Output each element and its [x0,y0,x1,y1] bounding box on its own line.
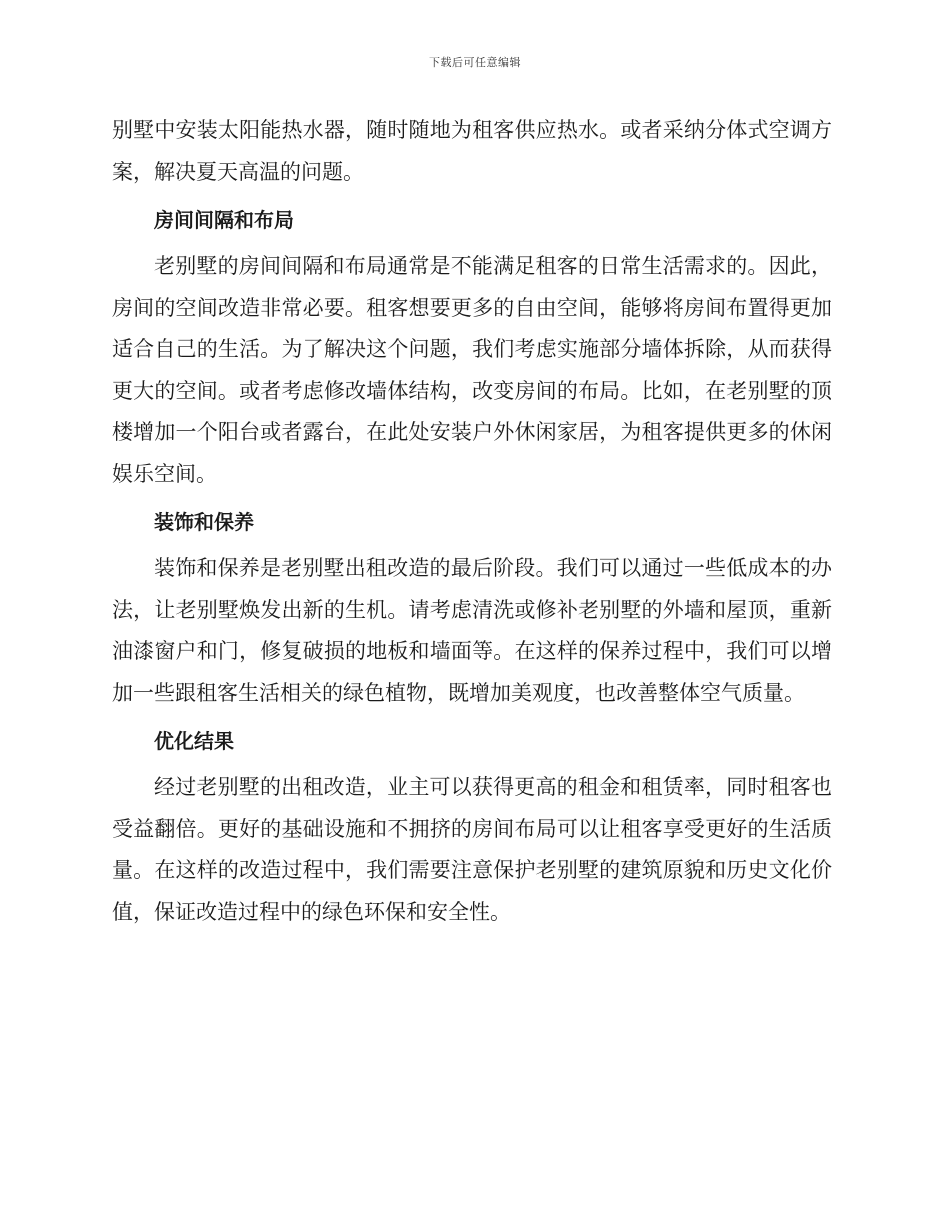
section-paragraph-results: 经过老别墅的出租改造，业主可以获得更高的租金和租赁率，同时租客也受益翻倍。更好的基础设施和不拥挤的房间布局可以让租客享受更好的生活质量。在这样的改造过程中，我们需要注意保护老别墅的建筑原貌和历史文化价值，保证改造过程中的绿色环保和安全性。 [112,775,832,924]
section-heading-results: 优化结果 [154,729,234,753]
page-header: 下载后可任意编辑 [429,56,521,69]
document-body [112,110,832,933]
section-heading-room-layout: 房间间隔和布局 [154,208,294,232]
section-heading-decoration: 装饰和保养 [154,510,254,534]
section-paragraph-room-layout: 老别墅的房间间隔和布局通常是不能满足租客的日常生活需求的。因此，房间的空间改造非常必要。租客想要更多的自由空间，能够将房间布置得更加适合自己的生活。为了解决这个问题，我们考虑实施部分墙体拆除，从而获得更大的空间。或者考虑修改墙体结构，改变房间的布局。比如，在老别墅的顶楼增加一个阳台或者露台，在此处安装户外休闲家居，为租客提供更多的休闲娱乐空间。 [112,254,832,486]
continuation-paragraph: 别墅中安装太阳能热水器，随时随地为租客供应热水。或者采纳分体式空调方案，解决夏天高温的问题。 [112,118,832,184]
section-paragraph-decoration: 装饰和保养是老别墅出租改造的最后阶段。我们可以通过一些低成本的办法，让老别墅焕发出新的生机。请考虑清洗或修补老别墅的外墙和屋顶，重新油漆窗户和门，修复破损的地板和墙面等。在这样的保养过程中，我们可以增加一些跟租客生活相关的绿色植物，既增加美观度，也改善整体空气质量。 [112,556,832,705]
